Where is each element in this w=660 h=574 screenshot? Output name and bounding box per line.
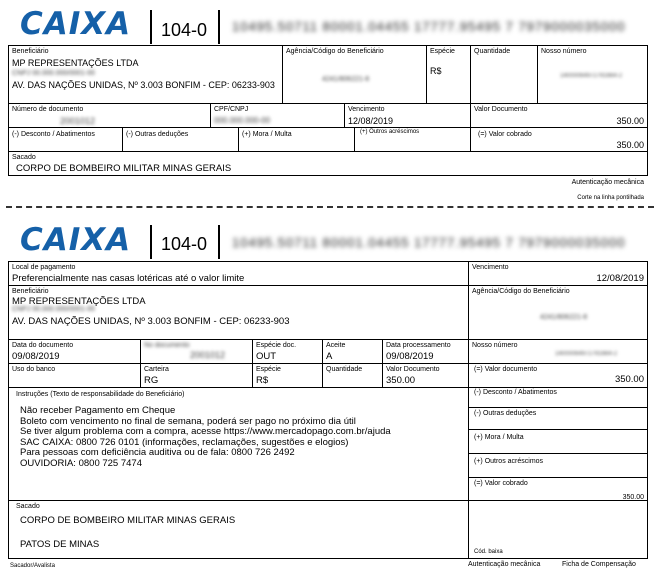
cpf-cnpj-value: 000.000.000-00 bbox=[214, 116, 271, 125]
agencia-value-2: 4241/806221-8 bbox=[540, 314, 588, 321]
no-documento-label: No documento bbox=[144, 342, 190, 349]
bank-code-2: 104-0 bbox=[161, 234, 208, 254]
data-documento-value: 09/08/2019 bbox=[12, 351, 60, 362]
instrucao-line: OUVIDORIA: 0800 725 7474 bbox=[20, 457, 142, 469]
aceite-value: A bbox=[326, 351, 333, 362]
aceite-label: Aceite bbox=[326, 342, 346, 349]
valor-documento-label-2: Valor Documento bbox=[386, 366, 440, 373]
instrucao-line: Boleto com vencimento no final de semana, poderá ser pago no próximo dia útil bbox=[20, 415, 356, 427]
nosso-numero-value: 14000064972791664-2 bbox=[560, 73, 623, 79]
vencimento-value-2: 12/08/2019 bbox=[596, 273, 644, 284]
beneficiario-label: Beneficiário bbox=[12, 48, 49, 55]
sacado-label: Sacado bbox=[12, 154, 36, 161]
uso-banco-label: Uso do banco bbox=[12, 366, 56, 373]
sacado-label-2: Sacado bbox=[16, 503, 40, 510]
outros-acrescimos-label-2: (+) Outros acréscimos bbox=[474, 458, 544, 465]
instrucao-line: SAC CAIXA: 0800 726 0101 (informações, reclamações, sugestões e elogios) bbox=[20, 436, 349, 448]
especie-value-2: R$ bbox=[256, 375, 269, 386]
desconto-label-2: (-) Desconto / Abatimentos bbox=[474, 389, 557, 396]
autenticacao-mecanica-2: Autenticação mecânica bbox=[468, 561, 541, 568]
no-documento-value: 2001012 bbox=[190, 350, 226, 360]
valor-cobrado-label-2: (=) Valor cobrado bbox=[474, 480, 528, 487]
sacado-value: CORPO DE BOMBEIRO MILITAR MINAS GERAIS bbox=[16, 163, 232, 174]
instrucao-line: Não receber Pagamento em Cheque bbox=[20, 405, 176, 416]
numero-documento-label: Número de documento bbox=[12, 106, 84, 113]
linha-digitavel-2: 10495.50711 80001.04455 17777.95495 7 7979000035000 bbox=[232, 235, 626, 250]
eq-valor-documento-value: 350.00 bbox=[614, 374, 644, 385]
corte-linha: Corte na linha pontilhada bbox=[577, 195, 644, 201]
caixa-logo-2: CAIXA bbox=[20, 222, 132, 258]
beneficiario-cnpj: CNPJ 00.000.000/0001-00 bbox=[12, 70, 95, 77]
data-documento-label: Data do documento bbox=[12, 342, 74, 349]
instrucoes-label: Instruções (Texto de responsabilidade do Beneficiário) bbox=[16, 391, 185, 398]
ficha-compensacao: Ficha de Compensação bbox=[562, 561, 636, 568]
quantidade-label: Quantidade bbox=[474, 48, 511, 55]
outras-deducoes-label-2: (-) Outras deduções bbox=[474, 410, 537, 417]
beneficiario-nome-2: MP REPRESENTAÇÕES LTDA bbox=[12, 296, 146, 307]
outras-deducoes-label: (-) Outras deduções bbox=[126, 131, 189, 138]
sacador-avalista: Sacador/Avalista bbox=[10, 563, 55, 569]
especie-doc-label: Espécie doc. bbox=[256, 342, 297, 349]
local-pagamento-label: Local de pagamento bbox=[12, 264, 76, 271]
caixa-logo: CAIXA bbox=[20, 6, 132, 42]
numero-documento-value: 2001012 bbox=[60, 116, 96, 126]
especie-doc-value: OUT bbox=[256, 351, 277, 362]
instrucao-line: Para pessoas com deficiência auditiva ou de fala: 0800 726 2492 bbox=[20, 447, 295, 458]
sacado-nome: CORPO DE BOMBEIRO MILITAR MINAS GERAIS bbox=[20, 515, 236, 526]
valor-documento-value-2: 350.00 bbox=[386, 375, 416, 386]
quantidade-label-2: Quantidade bbox=[326, 366, 363, 373]
carteira-value: RG bbox=[144, 375, 159, 386]
vencimento-value: 12/08/2019 bbox=[348, 116, 394, 126]
beneficiario-cnpj-2: CNPJ 00.000.000/0001-00 bbox=[12, 306, 95, 313]
autenticacao-mecanica: Autenticação mecânica bbox=[571, 179, 644, 186]
outros-acrescimos-label: (+) Outros acréscimos bbox=[360, 129, 420, 135]
instrucao-line: Se tiver algum problema com a compra, acesse https://www.mercadopago.com.br/ajuda bbox=[20, 426, 391, 437]
bank-code: 104-0 bbox=[161, 20, 208, 40]
valor-documento-label: Valor Documento bbox=[474, 106, 528, 113]
data-processamento-label: Data processamento bbox=[386, 342, 451, 349]
nosso-numero-label: Nosso número bbox=[541, 48, 587, 55]
data-processamento-value: 09/08/2019 bbox=[386, 351, 434, 362]
agencia-value: 4241/806221-8 bbox=[322, 76, 370, 83]
beneficiario-label-2: Beneficiário bbox=[12, 288, 49, 295]
nosso-numero-label-2: Nosso número bbox=[472, 342, 518, 349]
mora-label: (+) Mora / Multa bbox=[242, 131, 292, 138]
beneficiario-nome: MP REPRESENTAÇÕES LTDA bbox=[12, 58, 139, 68]
cod-baixa: Cód. baixa bbox=[474, 549, 503, 555]
eq-valor-documento-label: (=) Valor documento bbox=[474, 366, 538, 373]
cut-line bbox=[6, 206, 654, 208]
beneficiario-endereco-2: AV. DAS NAÇÕES UNIDAS, Nº 3.003 BONFIM - CEP: 06233-903 bbox=[12, 316, 290, 327]
valor-documento-value: 350.00 bbox=[616, 116, 644, 126]
valor-cobrado-value-2: 350.00 bbox=[622, 494, 644, 501]
vencimento-label-2: Vencimento bbox=[472, 264, 509, 271]
cpf-cnpj-label: CPF/CNPJ bbox=[214, 106, 249, 113]
agencia-label-2: Agência/Código do Beneficiário bbox=[472, 288, 570, 295]
carteira-label: Carteira bbox=[144, 366, 169, 373]
sacado-cidade: PATOS DE MINAS bbox=[20, 539, 100, 550]
valor-cobrado-value: 350.00 bbox=[616, 140, 644, 150]
agencia-label: Agência/Código do Beneficiário bbox=[286, 48, 384, 55]
especie-label: Espécie bbox=[430, 48, 455, 55]
desconto-label: (-) Desconto / Abatimentos bbox=[12, 131, 95, 138]
local-pagamento-value: Preferencialmente nas casas lotéricas até o valor limite bbox=[12, 273, 245, 284]
valor-cobrado-label: (=) Valor cobrado bbox=[478, 131, 532, 138]
especie-label-2: Espécie bbox=[256, 366, 281, 373]
beneficiario-endereco: AV. DAS NAÇÕES UNIDAS, Nº 3.003 BONFIM - CEP: 06233-903 bbox=[12, 80, 275, 90]
especie-value: R$ bbox=[430, 66, 442, 76]
nosso-numero-value-2: 14000064972791664-2 bbox=[555, 351, 618, 357]
vencimento-label: Vencimento bbox=[348, 106, 385, 113]
linha-digitavel: 10495.50711 80001.04455 17777.95495 7 7979000035000 bbox=[232, 19, 626, 34]
mora-label-2: (+) Mora / Multa bbox=[474, 434, 524, 441]
